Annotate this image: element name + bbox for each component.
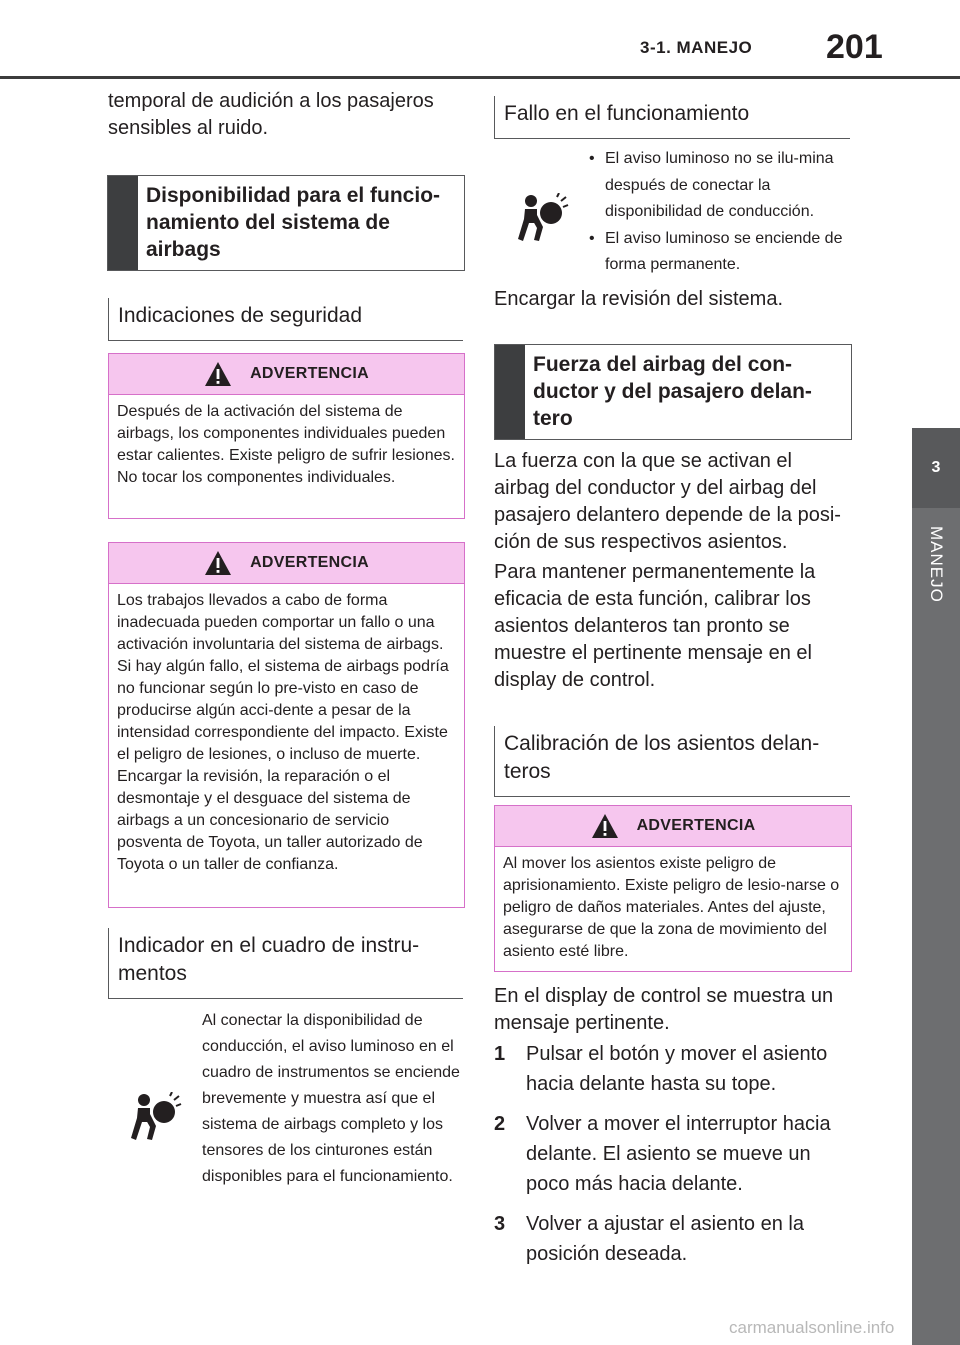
step-text: Volver a ajustar el asiento en la posición deseada. xyxy=(526,1213,804,1265)
step-item xyxy=(494,1039,850,1099)
section-title: 3-1. MANEJO xyxy=(640,38,753,57)
fault-list-item: • El aviso luminoso se enciende de forma permanente. xyxy=(587,226,849,279)
chapter-tab-number: 3 xyxy=(912,428,960,508)
warning-header xyxy=(109,543,464,584)
subheading-safety: Indicaciones de seguridad xyxy=(108,298,463,341)
chapter-tab-strip xyxy=(912,508,960,1345)
subheading-fault: Fallo en el funcionamiento xyxy=(494,96,850,139)
heading-force-text: Fuerza del airbag del con-ductor y del pasajero delan-tero xyxy=(533,353,812,430)
heading-availability-text: Disponibilidad para el funcio-namiento del sistema de airbags xyxy=(146,184,441,261)
watermark: carmanualsonline.info xyxy=(729,1318,895,1337)
warning-header xyxy=(109,354,464,395)
fault-list-item: • El aviso luminoso no se ilu-mina después de conectar la disponibilidad de conducción. xyxy=(587,146,849,226)
intro-text: temporal de audición a los pasajeros sensibles al ruido. xyxy=(108,90,434,139)
subheading-calibration: Calibración de los asientos delan-teros xyxy=(494,726,850,797)
warning-body: Al mover los asientos existe peligro de aprisionamiento. Existe peligro de lesio-narse o peligro de daños materiales. Antes del ajuste, asegurarse de que la zona de movimiento del asiento esté libre. xyxy=(503,855,840,960)
heading-bar xyxy=(108,176,138,270)
warning-triangle-icon xyxy=(591,813,619,839)
chapter-tab-label-wrap xyxy=(896,524,960,604)
calibration-intro: En el display de control se muestra un mensaje pertinente. xyxy=(494,985,834,1034)
warning-header xyxy=(495,806,851,847)
heading-availability xyxy=(107,175,465,271)
header-rule xyxy=(0,76,960,79)
warning-body: Después de la activación del sistema de airbags, los componentes individuales pueden estar calientes. Existe peligro de sufrir lesiones. No tocar los componentes individuales. xyxy=(117,403,455,486)
warning-box-1 xyxy=(108,353,465,519)
page-number: 201 xyxy=(826,28,883,66)
heading-bar xyxy=(495,345,525,439)
fault-action: Encargar la revisión del sistema. xyxy=(494,288,784,310)
warning-triangle-icon xyxy=(204,550,232,576)
airbag-warning-icon xyxy=(517,193,569,245)
step-text: Pulsar el botón y mover el asiento hacia delante hasta su tope. xyxy=(526,1043,828,1095)
step-item xyxy=(494,1109,850,1199)
warning-triangle-icon xyxy=(204,361,232,387)
step-number: 1 xyxy=(494,1043,506,1065)
calibration-steps xyxy=(494,1039,850,1269)
indicator-text: Al conectar la disponibilidad de conducción, el aviso luminoso en el cuadro de instrumentos se enciende brevemente y muestra así que el sistema de airbags completo y los tensores de los cinturones están disponibles para el funcionamiento. xyxy=(202,1012,460,1185)
airbag-warning-icon xyxy=(130,1092,182,1144)
step-text: Volver a mover el interruptor hacia delante. El asiento se mueve un poco más hacia delante. xyxy=(526,1113,831,1195)
warning-label: ADVERTENCIA xyxy=(250,365,369,382)
warning-body: Los trabajos llevados a cabo de forma inadecuada pueden comportar un fallo o una activación involuntaria del sistema de airbags. Si hay algún fallo, el sistema de airbags podría no funcionar según lo pre-visto en caso de producirse algún acci-dente a pesar de la intensidad correspondiente del impacto. Existe el peligro de lesiones, o incluso de muerte. Encargar la revisión, la reparación o el desmontaje y el desguace del sistema de airbags a un concesionario de servicio posventa de Toyota, un taller autorizado de Toyota o un taller de confianza. xyxy=(117,592,449,873)
warning-box-2 xyxy=(108,542,465,908)
heading-force xyxy=(494,344,852,440)
force-paragraph-2: Para mantener permanentemente la eficacia de esta función, calibrar los asientos delanteros tan pronto se muestre el pertinente mensaje en el display de control. xyxy=(494,561,816,691)
fault-list xyxy=(587,146,849,279)
subheading-indicator: Indicador en el cuadro de instru-mentos xyxy=(108,928,463,999)
step-item xyxy=(494,1209,850,1269)
force-paragraph-1: La fuerza con la que se activan el airbag del conductor y del airbag del pasajero delantero depende de la posi-ción de sus respectivos asientos. xyxy=(494,450,841,553)
warning-label: ADVERTENCIA xyxy=(636,817,756,834)
step-number: 3 xyxy=(494,1213,506,1235)
warning-label: ADVERTENCIA xyxy=(250,554,369,571)
step-number: 2 xyxy=(494,1113,506,1135)
chapter-tab-label: MANEJO xyxy=(927,525,946,603)
warning-box-3 xyxy=(494,805,852,972)
